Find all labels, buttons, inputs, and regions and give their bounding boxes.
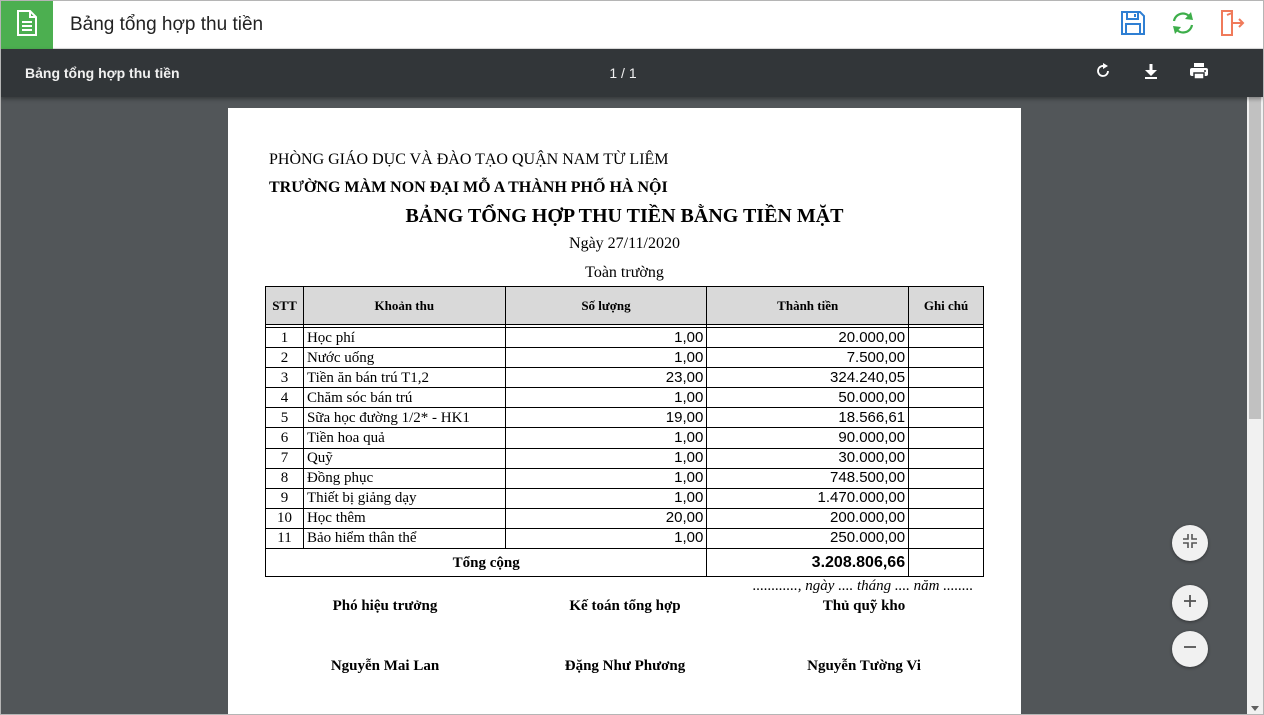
total-row (266, 549, 984, 577)
cell-quantity: 1,00 (505, 328, 707, 348)
cell-stt: 4 (266, 388, 304, 408)
cell-amount: 18.566,61 (707, 408, 909, 428)
pdf-viewport[interactable] (1, 97, 1247, 715)
table-row (266, 488, 984, 508)
vertical-scrollbar[interactable] (1247, 49, 1263, 715)
signature-name-2: Đặng Như Phương (564, 658, 686, 674)
cell-amount: 250.000,00 (707, 528, 909, 548)
cell-amount: 748.500,00 (707, 468, 909, 488)
cell-item: Học thêm (303, 508, 505, 528)
cell-quantity: 1,00 (505, 488, 707, 508)
table-row (266, 368, 984, 388)
cell-stt: 11 (266, 528, 304, 548)
print-button[interactable] (1187, 61, 1211, 85)
cell-note (909, 428, 984, 448)
col-note: Ghi chú (909, 287, 984, 325)
cell-amount: 7.500,00 (707, 348, 909, 368)
cell-quantity: 1,00 (505, 448, 707, 468)
cell-amount: 324.240,05 (707, 368, 909, 388)
cell-note (909, 468, 984, 488)
cell-amount: 1.470.000,00 (707, 488, 909, 508)
place-date-line: ............, ngày .... tháng .... năm ........ (752, 578, 974, 594)
scrollbar-thumb[interactable] (1249, 65, 1261, 419)
cell-item: Học phí (303, 328, 505, 348)
cell-quantity: 1,00 (505, 428, 707, 448)
cell-note (909, 388, 984, 408)
table-row (266, 528, 984, 548)
cell-quantity: 1,00 (505, 388, 707, 408)
cell-stt: 6 (266, 428, 304, 448)
table-row (266, 468, 984, 488)
cell-note (909, 328, 984, 348)
signature-role-3: Thủ quỹ kho (822, 598, 906, 614)
cell-note (909, 408, 984, 428)
zoom-in-icon (1183, 594, 1197, 613)
fit-page-icon (1182, 533, 1198, 554)
cell-quantity: 1,00 (505, 468, 707, 488)
scroll-down-arrow-icon[interactable] (1247, 700, 1263, 715)
signature-name-3: Nguyễn Tường Vi (807, 658, 921, 674)
cell-note (909, 488, 984, 508)
table-body (266, 325, 984, 549)
report-title: BẢNG TỔNG HỢP THU TIỀN BẰNG TIỀN MẶT (405, 205, 844, 227)
document-icon (16, 10, 38, 41)
cell-stt: 7 (266, 448, 304, 468)
table-row (266, 388, 984, 408)
department-header: PHÒNG GIÁO DỤC VÀ ĐÀO TẠO QUẬN NAM TỪ LIÊM (269, 151, 669, 168)
table-row (266, 328, 984, 348)
cell-amount: 20.000,00 (707, 328, 909, 348)
cell-item: Sữa học đường 1/2* - HK1 (303, 408, 505, 428)
signature-role-1: Phó hiệu trưởng (332, 598, 438, 614)
school-header: TRƯỜNG MÀM NON ĐẠI MỖ A THÀNH PHỐ HÀ NỘI (269, 179, 668, 196)
fee-table (265, 286, 984, 577)
total-note (909, 549, 984, 577)
cell-item: Bảo hiểm thân thể (303, 528, 505, 548)
cell-note (909, 448, 984, 468)
cell-note (909, 508, 984, 528)
signature-role-2: Kế toán tổng hợp (569, 598, 681, 614)
cell-quantity: 20,00 (505, 508, 707, 528)
cell-stt: 5 (266, 408, 304, 428)
pdf-title: Bảng tổng hợp thu tiền (25, 65, 180, 81)
zoom-out-icon (1183, 640, 1197, 659)
refresh-icon (1169, 9, 1197, 42)
table-row (266, 428, 984, 448)
col-stt: STT (266, 287, 304, 325)
table-row (266, 408, 984, 428)
save-icon (1120, 10, 1146, 41)
cell-stt: 1 (266, 328, 304, 348)
cell-item: Quỹ (303, 448, 505, 468)
total-label: Tổng cộng (266, 549, 707, 577)
cell-stt: 2 (266, 348, 304, 368)
cell-amount: 90.000,00 (707, 428, 909, 448)
refresh-button[interactable] (1169, 11, 1197, 39)
cell-item: Chăm sóc bán trú (303, 388, 505, 408)
zoom-out-button[interactable] (1172, 631, 1208, 667)
report-scope: Toàn trường (585, 264, 664, 281)
cell-stt: 10 (266, 508, 304, 528)
cell-quantity: 1,00 (505, 528, 707, 548)
report-date: Ngày 27/11/2020 (569, 235, 680, 252)
cell-note (909, 528, 984, 548)
cell-amount: 200.000,00 (707, 508, 909, 528)
col-quantity: Số lượng (505, 287, 707, 325)
download-icon (1142, 62, 1160, 85)
app-logo (1, 1, 53, 49)
cell-amount: 30.000,00 (707, 448, 909, 468)
cell-stt: 8 (266, 468, 304, 488)
print-icon (1189, 62, 1209, 85)
exit-button[interactable] (1218, 11, 1246, 39)
zoom-in-button[interactable] (1172, 585, 1208, 621)
cell-item: Đồng phục (303, 468, 505, 488)
cell-item: Nước uống (303, 348, 505, 368)
title-bar (1, 1, 1263, 49)
save-button[interactable] (1119, 11, 1147, 39)
cell-note (909, 348, 984, 368)
total-amount: 3.208.806,66 (707, 549, 909, 577)
signature-name-1: Nguyễn Mai Lan (330, 658, 440, 674)
exit-icon (1218, 9, 1246, 42)
pdf-toolbar (1, 49, 1263, 97)
cell-item: Thiết bị giảng dạy (303, 488, 505, 508)
fit-page-button[interactable] (1172, 525, 1208, 561)
cell-quantity: 23,00 (505, 368, 707, 388)
cell-quantity: 19,00 (505, 408, 707, 428)
rotate-icon (1094, 62, 1112, 85)
col-amount: Thành tiền (707, 287, 909, 325)
table-header-row (266, 287, 984, 325)
cell-stt: 3 (266, 368, 304, 388)
rotate-button[interactable] (1091, 61, 1115, 85)
page-indicator: 1 / 1 (609, 65, 637, 81)
cell-item: Tiền hoa quả (303, 428, 505, 448)
table-row (266, 448, 984, 468)
col-item: Khoản thu (303, 287, 505, 325)
pdf-page (228, 108, 1021, 715)
cell-note (909, 368, 984, 388)
cell-amount: 50.000,00 (707, 388, 909, 408)
table-row (266, 348, 984, 368)
cell-stt: 9 (266, 488, 304, 508)
download-button[interactable] (1139, 61, 1163, 85)
cell-item: Tiền ăn bán trú T1,2 (303, 368, 505, 388)
cell-quantity: 1,00 (505, 348, 707, 368)
window-title: Bảng tổng hợp thu tiền (70, 14, 264, 35)
table-row (266, 508, 984, 528)
